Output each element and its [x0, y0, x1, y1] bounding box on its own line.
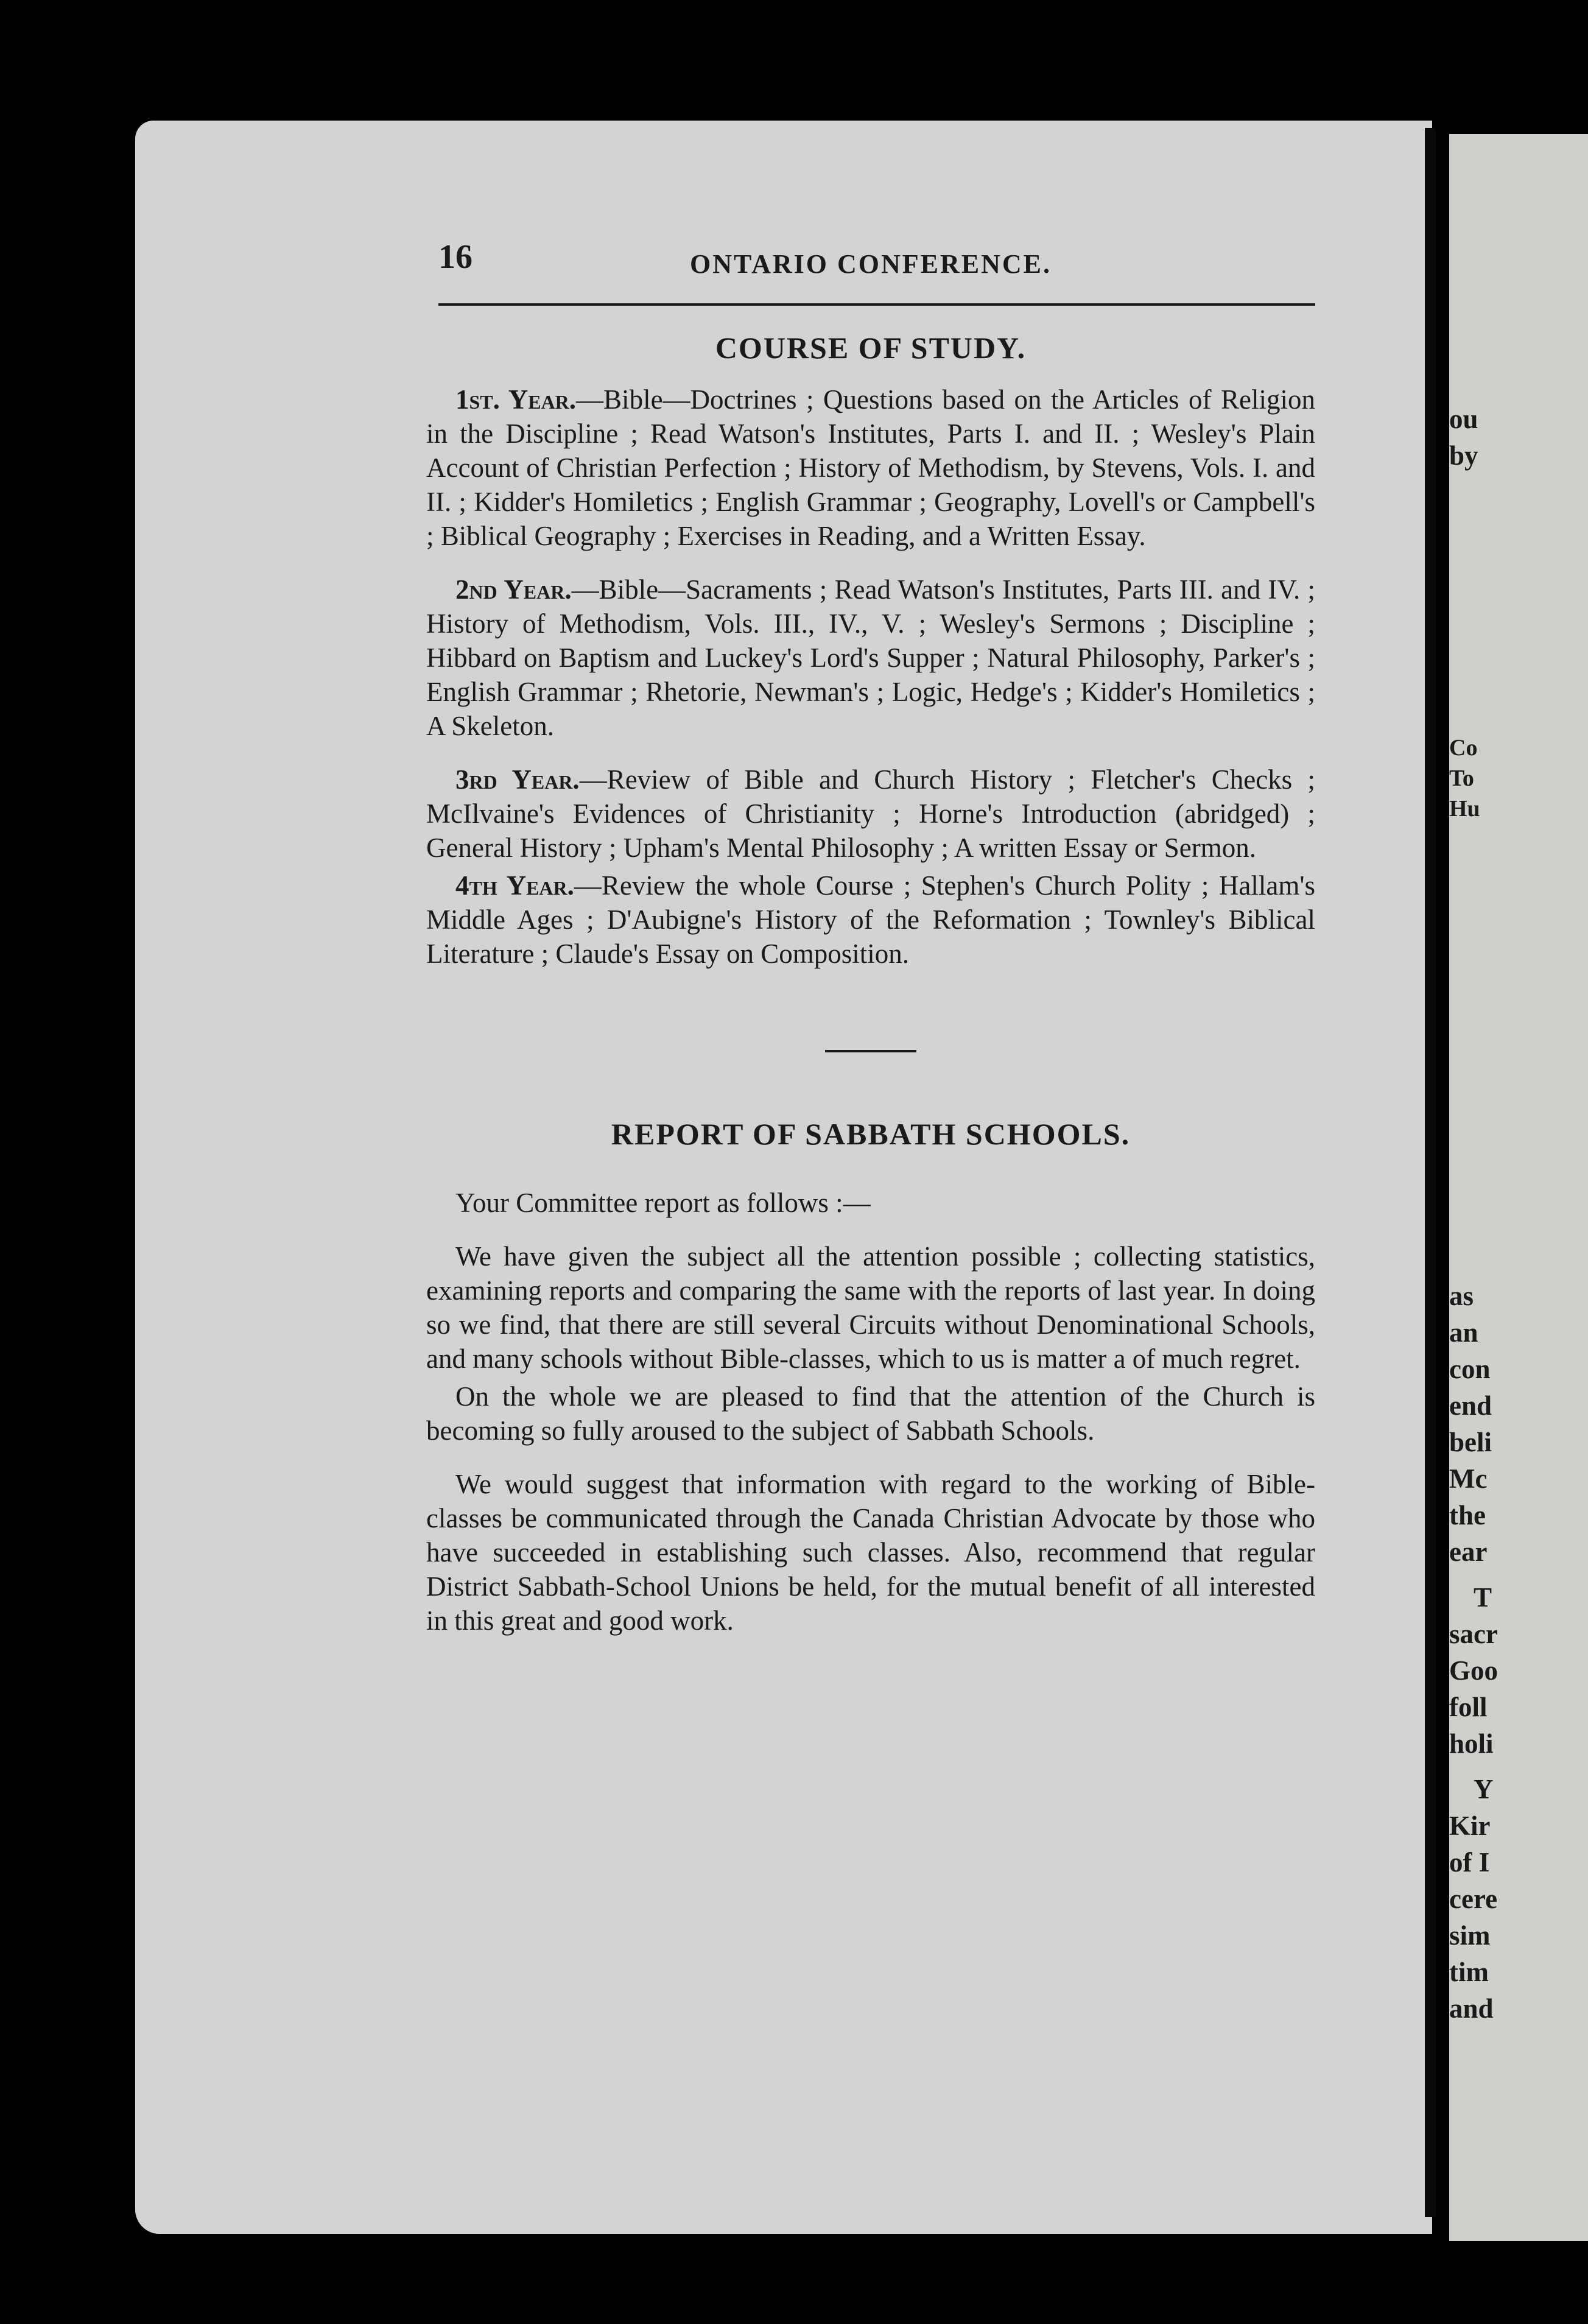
page-content [426, 231, 1315, 1657]
right-fragment: To [1449, 766, 1474, 791]
year-text: —Review the whole Course ; Stephen's Church Polity ; Hallam's Middle Ages ; D'Aubigne's History of the Reformation ; Townley's Biblical Literature ; Claude's Essay on Composition. [426, 870, 1316, 969]
right-fragment: Y [1474, 1774, 1494, 1805]
report-paragraph: On the whole we are pleased to find that the attention of the Church is becoming so fully aroused to the subject of Sabbath Schools. [426, 1381, 1315, 1446]
right-fragment: of I [1449, 1847, 1490, 1878]
right-fragment: ou [1449, 404, 1478, 434]
right-fragment: and [1449, 1993, 1494, 2024]
page-header [426, 231, 1315, 305]
year-text: —Review of Bible and Church History ; Fletcher's Checks ; McIlvaine's Evidences of Christianity ; Horne's Introduction (abridged) ; General History ; Upham's Mental Philosophy ; A written Essay or Sermon. [426, 764, 1316, 863]
year-lead: 1st. Year. [455, 384, 577, 415]
report-paragraph: We have given the subject all the attention possible ; collecting statistics, examining reports and comparing the same with the reports of last year. In doing so we find, that there are still several Circuits without Denominational Schools, and many schools without Bible-classes, which to us is matter a of much regret. [426, 1241, 1315, 1374]
right-fragment: Hu [1449, 796, 1480, 822]
right-fragment: holi [1449, 1728, 1494, 1759]
right-fragment: as [1449, 1281, 1474, 1311]
right-fragment: Co [1449, 735, 1478, 761]
right-fragment: tim [1449, 1957, 1489, 1987]
right-fragment: con [1449, 1354, 1491, 1384]
report-paragraph: We would suggest that information with regard to the working of Bible-classes be communicated through the Canada Christian Advocate by those who have succeeded in establishing such classes. Also, recommend that regular District Sabbath-School Unions be held, for the mutual benefit of all interested in this great and good work. [426, 1469, 1315, 1636]
right-fragment: an [1449, 1317, 1478, 1348]
right-fragment: Goo [1449, 1655, 1498, 1686]
right-fragment: sacr [1449, 1619, 1498, 1649]
right-page-edge [1449, 134, 1588, 2241]
right-fragment: the [1449, 1500, 1486, 1530]
right-fragment: sim [1449, 1920, 1491, 1951]
right-fragment: by [1449, 440, 1478, 471]
right-fragment: Mc [1449, 1463, 1488, 1494]
year-paragraph [426, 382, 1315, 553]
book-gutter [1425, 128, 1436, 2217]
course-of-study-title: COURSE OF STUDY. [715, 331, 1027, 365]
right-fragment: cere [1449, 1884, 1498, 1914]
right-fragment: end [1449, 1390, 1492, 1421]
year-text: —Bible—Doctrines ; Questions based on the Articles of Religion in the Discipline ; Read Watson's Institutes, Parts I. and II. ; Wesley's Plain Account of Christian Perfection ; History of Methodism, by Stevens, Vols. I. and II. ; Kidder's Homiletics ; English Grammar ; Geography, Lovell's or Campbell's ; Biblical Geography ; Exercises in Reading, and a Written Essay. [426, 384, 1315, 551]
year-lead: 4th Year. [455, 870, 574, 901]
right-fragment: ear [1449, 1537, 1488, 1567]
year-paragraph [426, 762, 1315, 865]
right-fragment: beli [1449, 1427, 1492, 1457]
year-lead: 3rd Year. [455, 764, 580, 795]
right-fragment: foll [1449, 1692, 1488, 1722]
right-fragment: Kir [1449, 1811, 1491, 1841]
section-divider [825, 1050, 916, 1052]
year-lead: 2nd Year. [455, 574, 572, 605]
right-fragment: T [1474, 1582, 1492, 1613]
year-text: —Bible—Sacraments ; Read Watson's Institutes, Parts III. and IV. ; History of Methodism, Vols. III., IV., V. ; Wesley's Sermons ; Discipline ; Hibbard on Baptism and Luckey's Lord's Supper ; Natural Philosophy, Parker's ; English Grammar ; Rhetorie, Newman's ; Logic, Hedge's ; Kidder's Homiletics ; A Skeleton. [426, 574, 1316, 741]
sabbath-schools-title: REPORT OF SABBATH SCHOOLS. [611, 1117, 1131, 1151]
year-paragraph [426, 572, 1315, 743]
page-number: 16 [438, 238, 473, 276]
running-head: ONTARIO CONFERENCE. [689, 249, 1052, 279]
year-paragraph [426, 868, 1315, 971]
report-paragraph: Your Committee report as follows :— [455, 1188, 871, 1218]
header-rule [438, 303, 1315, 306]
